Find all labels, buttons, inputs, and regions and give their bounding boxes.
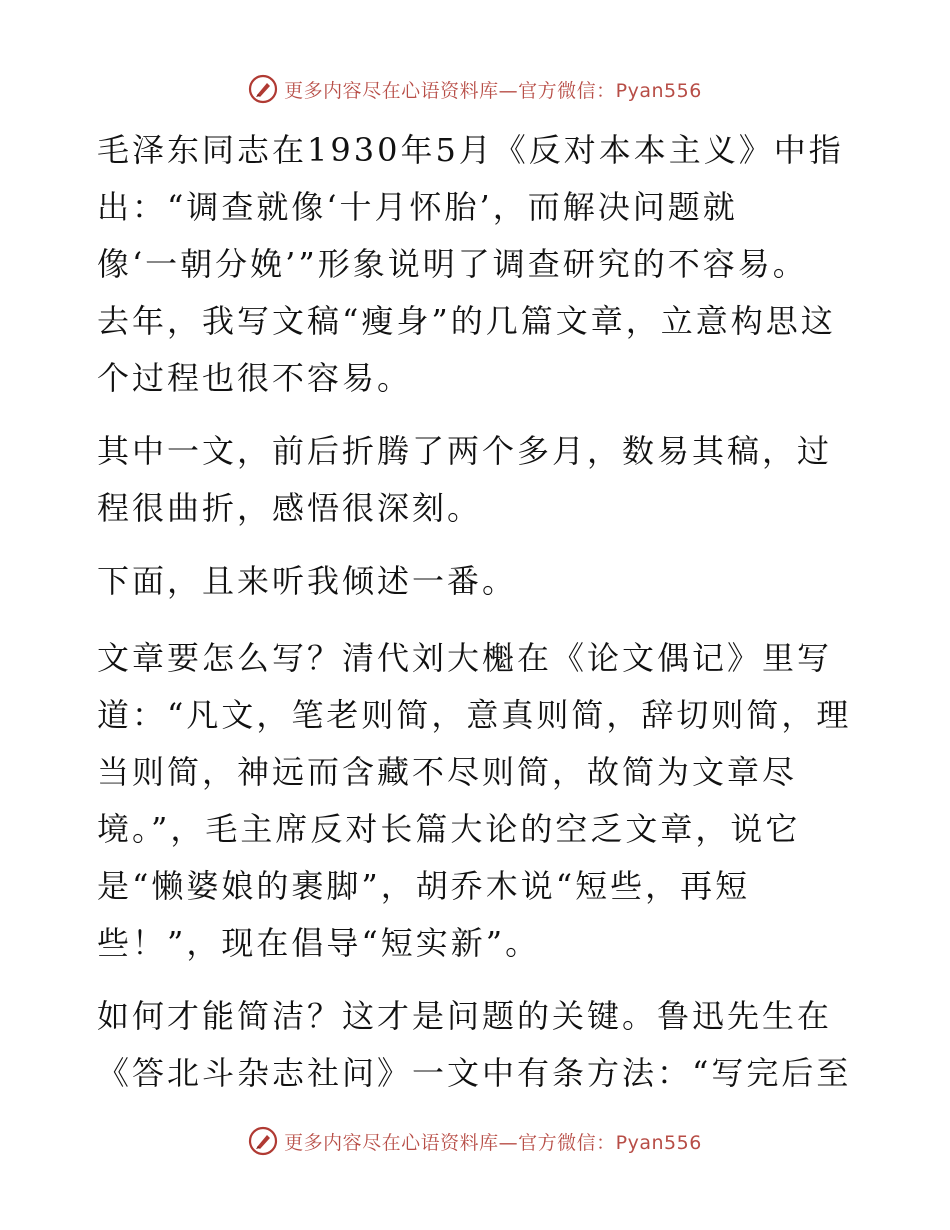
pen-logo-icon xyxy=(248,74,278,104)
text-line: 程很曲折，感悟很深刻。 xyxy=(97,489,483,527)
text-line: 些！”，现在倡导“短实新”。 xyxy=(97,924,541,962)
text-line: 如何才能简洁？这才是问题的关键。鲁迅先生在 xyxy=(97,997,833,1035)
header-watermark xyxy=(0,72,950,106)
text-line: 其中一文，前后折腾了两个多月，数易其稿，过 xyxy=(97,432,833,470)
paragraph-4 xyxy=(97,630,857,972)
text-line: 下面，且来听我倾述一番。 xyxy=(97,562,518,600)
watermark-text: 更多内容尽在心语资料库—官方微信：Pyan556 xyxy=(284,79,702,102)
paragraph-5 xyxy=(97,988,857,1102)
text-line: 文章要怎么写？清代刘大櫆在《论文偶记》里写 xyxy=(97,639,833,677)
text-line: 当则简，神远而含藏不尽则简，故简为文章尽 xyxy=(97,753,798,791)
document-body xyxy=(97,122,857,1118)
text-line: 境。”，毛主席反对长篇大论的空乏文章，说它 xyxy=(97,810,801,848)
text-line: 像‘一朝分娩’”形象说明了调查研究的不容易。 xyxy=(97,245,808,283)
text-line: 去年，我写文稿“瘦身”的几篇文章，立意构思这 xyxy=(97,302,836,340)
paragraph-3 xyxy=(97,553,857,610)
text-line: 毛泽东同志在1930年5月《反对本本主义》中指 xyxy=(97,131,844,169)
paragraph-1 xyxy=(97,122,857,407)
text-line: 道：“凡文，笔老则简，意真则简，辞切则简，理 xyxy=(97,696,852,734)
paragraph-2 xyxy=(97,423,857,537)
text-line: 是“懒婆娘的裹脚”，胡乔木说“短些，再短 xyxy=(97,867,751,905)
text-line: 个过程也很不容易。 xyxy=(97,359,413,397)
pen-logo-icon xyxy=(248,1126,278,1156)
footer-watermark xyxy=(0,1124,950,1158)
watermark-text: 更多内容尽在心语资料库—官方微信：Pyan556 xyxy=(284,1131,702,1154)
text-line: 《答北斗杂志社问》一文中有条方法：“写完后至 xyxy=(97,1054,852,1092)
text-line: 出：“调查就像‘十月怀胎’，而解决问题就 xyxy=(97,188,738,226)
